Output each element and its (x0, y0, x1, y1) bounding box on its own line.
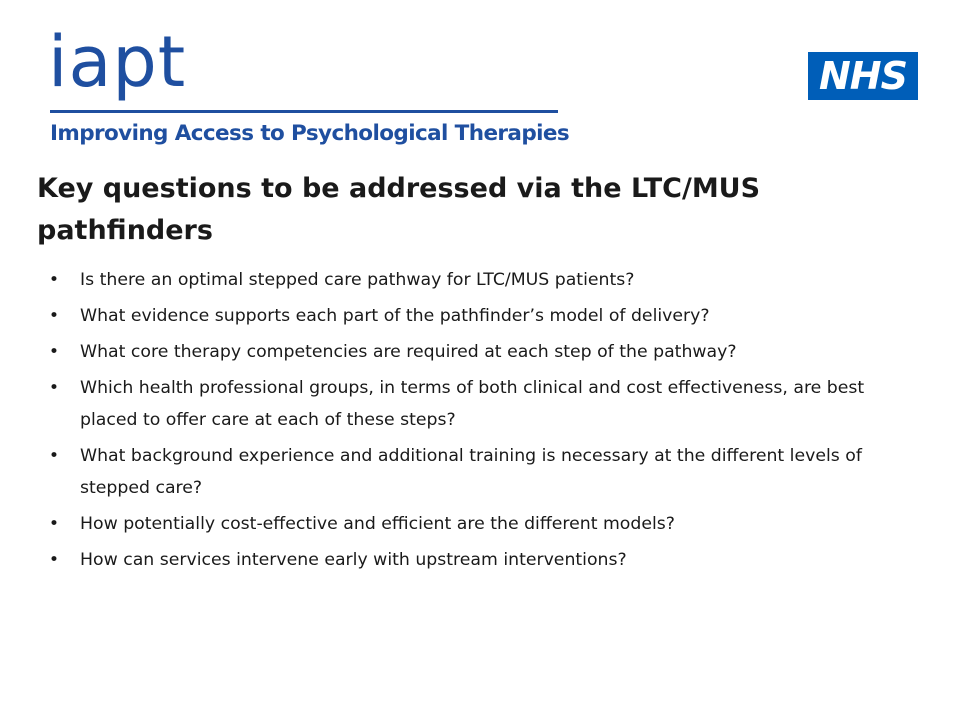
bullet-icon: • (48, 378, 60, 398)
bullet-text: What background experience and additional training is necessary at the different levels of stepped care? (80, 446, 862, 498)
bullet-item (48, 440, 908, 504)
bullet-text: How potentially cost-effective and efficient are the different models? (80, 514, 675, 534)
bullet-text: What core therapy competencies are required at each step of the pathway? (80, 342, 737, 362)
bullet-text: Is there an optimal stepped care pathway for LTC/MUS patients? (80, 270, 635, 290)
bullet-icon: • (48, 270, 60, 290)
bullet-icon: • (48, 306, 60, 326)
bullet-icon: • (48, 514, 60, 534)
bullet-item (48, 372, 908, 436)
bullet-item (48, 300, 908, 332)
bullet-item (48, 508, 908, 540)
bullet-icon: • (48, 446, 60, 466)
bullet-item (48, 336, 908, 368)
bullet-text: Which health professional groups, in terms of both clinical and cost effectiveness, are best placed to offer care at each of these steps? (80, 378, 865, 430)
bullet-list (48, 264, 908, 580)
bullet-icon: • (48, 342, 60, 362)
nhs-logo (808, 52, 918, 100)
slide-title: Key questions to be addressed via the LTC/MUS pathfinders (37, 173, 761, 246)
bullet-item (48, 544, 908, 576)
bullet-icon: • (48, 550, 60, 570)
logo-divider (50, 110, 558, 113)
iapt-logo-tagline: Improving Access to Psychological Therapies (50, 121, 570, 146)
bullet-text: How can services intervene early with upstream interventions? (80, 550, 627, 570)
iapt-logo-wordmark: iapt (48, 21, 187, 103)
bullet-text: What evidence supports each part of the pathfinder’s model of delivery? (80, 306, 710, 326)
nhs-logo-text: NHS (819, 54, 907, 98)
bullet-item (48, 264, 908, 296)
